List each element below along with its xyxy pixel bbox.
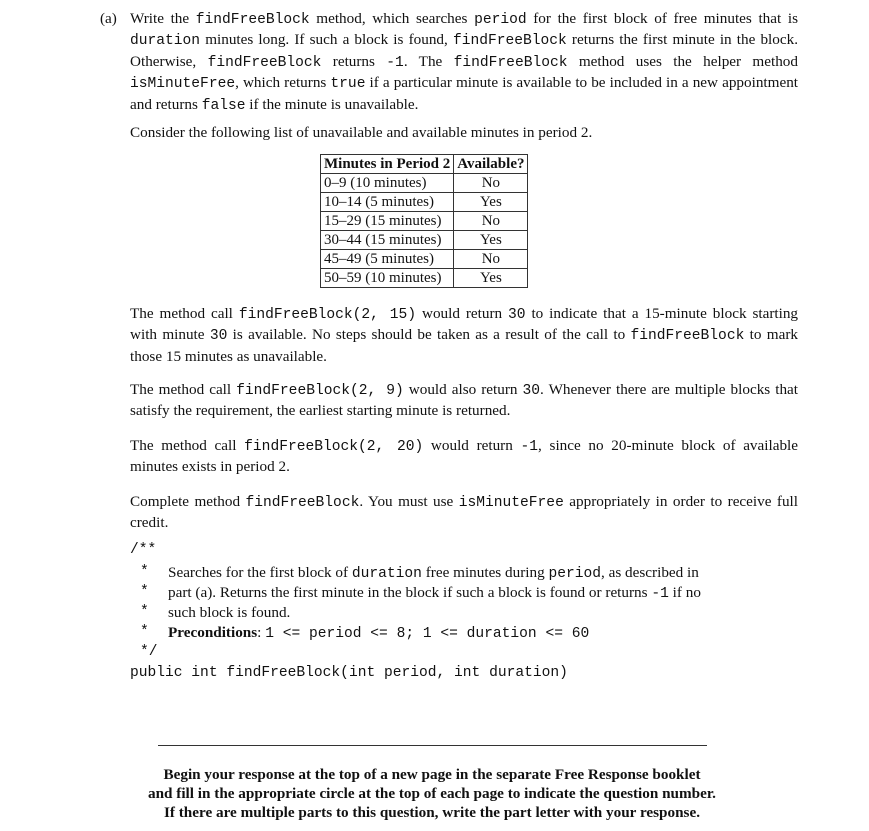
code-token: 1 <= period <= 8; 1 <= duration <= 60 <box>265 626 590 642</box>
code-token: findFreeBlock <box>453 54 568 71</box>
minutes-cell: 50–59 (10 minutes) <box>321 269 454 288</box>
footer-line-1: Begin your response at the top of a new page in the separate Free Response booklet <box>163 766 701 783</box>
minutes-cell: 10–14 (5 minutes) <box>321 193 454 212</box>
code-token: false <box>201 97 246 114</box>
example-paragraph-1: The method call findFreeBlock(2, 15) would return 30 to indicate that a 15-minute block starting with minute 30 is available. No steps should be taken as a result of the call to findFreeBlock to mark those 15 minutes as unavailable. <box>130 305 799 365</box>
table-header-row <box>321 155 528 174</box>
minutes-cell: 45–49 (5 minutes) <box>321 250 454 269</box>
available-cell: No <box>454 250 528 269</box>
table-intro: Consider the following list of unavailable and available minutes in period 2. <box>130 124 593 141</box>
comment-preconditions: Preconditions: 1 <= period <= 8; 1 <= duration <= 60 <box>168 624 590 642</box>
table-row <box>321 250 528 269</box>
minutes-cell: 0–9 (10 minutes) <box>321 174 454 193</box>
minutes-cell: 15–29 (15 minutes) <box>321 212 454 231</box>
code-token: findFreeBlock(2, 15) <box>238 307 417 323</box>
example-paragraph-2: The method call findFreeBlock(2, 9) would also return 30. Whenever there are multiple blocks that satisfy the requirement, the earliest starting minute is returned. <box>130 381 798 420</box>
code-token: 30 <box>522 383 541 399</box>
method-signature: public int findFreeBlock(int period, int duration) <box>130 665 568 681</box>
code-token: findFreeBlock(2, 9) <box>236 383 404 399</box>
comment-star: * <box>140 584 149 600</box>
instruction-paragraph: Complete method findFreeBlock. You must use isMinuteFree appropriately in order to receive full credit. <box>130 493 798 532</box>
code-token: true <box>330 76 366 93</box>
code-token: findFreeBlock <box>245 495 360 511</box>
code-token: isMinuteFree <box>458 495 564 511</box>
footer-divider <box>158 745 707 746</box>
part-a-intro: Write the findFreeBlock method, which searches period for the first block of free minutes that is duration minutes long. If such a block is found, findFreeBlock returns the first minute in the block. Otherwise, findFreeBlock returns -1. The findFreeBlock method uses the helper method isMinuteFree, which returns true if a particular minute is available to be included in a new appointment and returns false if the minute is unavailable. <box>130 10 799 114</box>
code-token: -1 <box>651 586 669 602</box>
code-token: 30 <box>508 307 526 323</box>
code-token: duration <box>130 33 201 50</box>
comment-open: /** <box>130 542 157 558</box>
bold-text: Preconditions <box>168 624 258 641</box>
footer-line-2: and fill in the appropriate circle at the top of each page to indicate the question number. <box>148 785 716 802</box>
code-token: findFreeBlock <box>207 54 322 71</box>
table-row <box>321 193 528 212</box>
table-row <box>321 231 528 250</box>
code-token: findFreeBlock <box>452 33 567 50</box>
code-token: duration <box>351 566 422 582</box>
comment-line-3: such block is found. <box>168 604 291 621</box>
code-token: findFreeBlock <box>195 12 310 28</box>
table-row <box>321 269 528 288</box>
available-cell: Yes <box>454 269 528 288</box>
footer-line-3: If there are multiple parts to this question, write the part letter with your response. <box>163 804 700 821</box>
available-cell: Yes <box>454 231 528 250</box>
column-header-minutes: Minutes in Period 2 <box>321 155 454 174</box>
available-cell: No <box>454 174 528 193</box>
code-token: 30 <box>209 328 228 345</box>
comment-star: * <box>140 564 149 580</box>
code-token: -1 <box>386 54 404 71</box>
table-row <box>321 174 528 193</box>
available-cell: No <box>454 212 528 231</box>
code-token: isMinuteFree <box>130 76 236 93</box>
code-token: findFreeBlock(2, 20) <box>244 439 424 455</box>
comment-line-2: part (a). Returns the first minute in the block if such a block is found or returns -1 if no <box>168 584 701 602</box>
table-row <box>321 212 528 231</box>
period-availability-table <box>320 154 528 288</box>
column-header-available: Available? <box>454 155 528 174</box>
example-paragraph-3: The method call findFreeBlock(2, 20) would return -1, since no 20-minute block of available minutes exists in period 2. <box>130 437 799 476</box>
code-token: period <box>548 566 602 582</box>
part-label: (a) <box>100 10 117 27</box>
available-cell: Yes <box>454 193 528 212</box>
minutes-cell: 30–44 (15 minutes) <box>321 231 454 250</box>
code-token: findFreeBlock <box>630 328 745 345</box>
comment-close: */ <box>140 644 158 660</box>
comment-star: * <box>140 624 149 640</box>
code-token: period <box>474 12 527 28</box>
code-token: -1 <box>520 439 539 455</box>
comment-star: * <box>140 604 149 620</box>
comment-line-1: Searches for the first block of duration free minutes during period, as described in <box>168 564 699 582</box>
